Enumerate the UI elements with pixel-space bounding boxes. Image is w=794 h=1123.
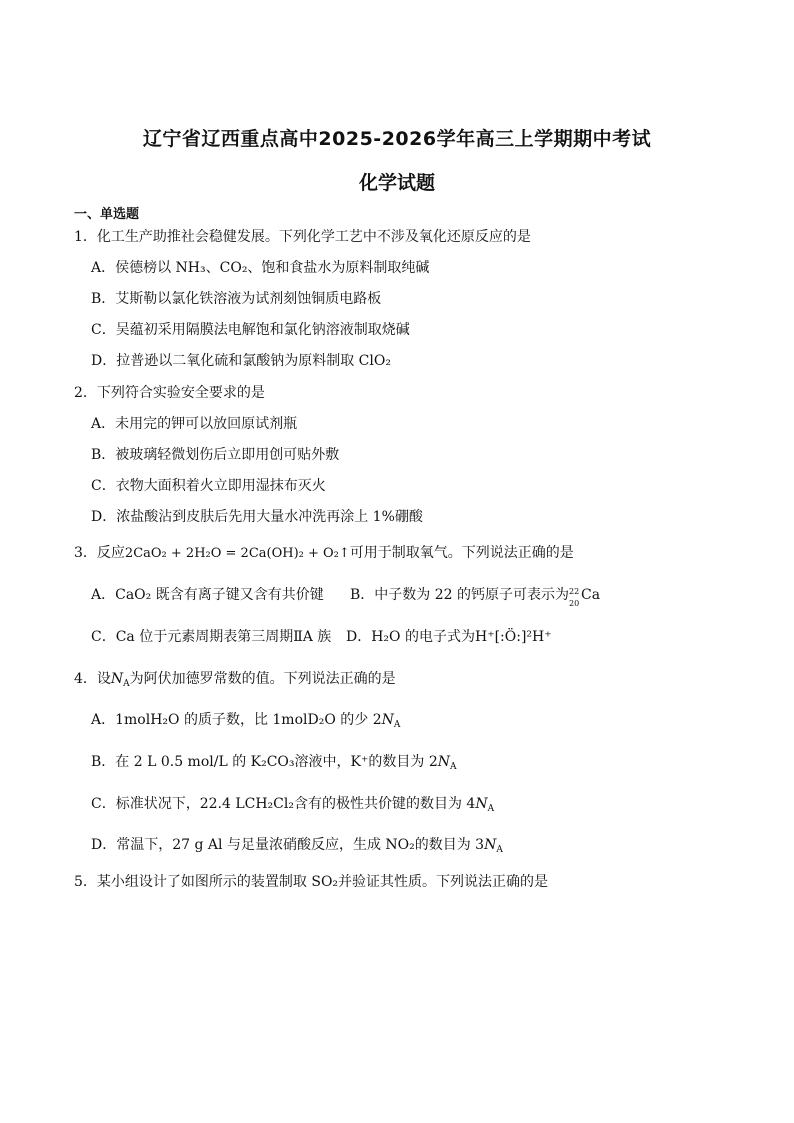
- section-heading: 一、单选题: [74, 207, 140, 222]
- question-2-option-a: A．未用完的钾可以放回原试剂瓶: [91, 416, 298, 432]
- question-3-option-c: C．Ca 位于元素周期表第三周期ⅡA 族: [91, 629, 332, 645]
- avogadro-symbol: N: [484, 837, 497, 853]
- question-4-option-c: [91, 795, 494, 818]
- question-4-stem-prefix: 4．设: [74, 671, 111, 687]
- question-4-option-c-text: C．标准状况下，22.4 LCH₂Cl₂含有的极性共价键的数目为 4: [91, 796, 476, 812]
- electron-formula: H⁺[:Ö:]²H⁺: [474, 629, 552, 645]
- question-4-option-b-text: B．在 2 L 0.5 mol/L 的 K₂CO₃溶液中，K⁺的数目为 2: [91, 754, 438, 770]
- question-4-option-a-text: A．1molH₂O 的质子数，比 1molD₂O 的少 2: [91, 712, 382, 728]
- question-1-option-c: C．吴蕴初采用隔膜法电解饱和氯化钠溶液制取烧碱: [91, 322, 410, 338]
- question-1-option-a: A．侯德榜以 NH₃、CO₂、饱和食盐水为原料制取纯碱: [91, 260, 430, 276]
- question-2-option-d: D．浓盐酸沾到皮肤后先用大量水冲洗再涂上 1%硼酸: [91, 509, 423, 525]
- question-5-stem: 5．某小组设计了如图所示的装置制取 SO₂并验证其性质。下列说法正确的是: [74, 874, 549, 890]
- avogadro-subscript: A: [449, 762, 457, 772]
- question-1-option-d: D．拉普逊以二氧化硫和氯酸钠为原料制取 ClO₂: [91, 353, 391, 369]
- atomic-number: 20: [569, 599, 580, 608]
- question-2-option-b: B．被玻璃轻微划伤后立即用创可贴外敷: [91, 447, 340, 463]
- avogadro-symbol: N: [437, 754, 450, 770]
- question-1-option-b: B．艾斯勒以氯化铁溶液为试剂刻蚀铜质电路板: [91, 291, 382, 307]
- question-3-stem: [74, 544, 574, 563]
- question-3-stem-prefix: 3．反应: [74, 545, 125, 561]
- question-4-option-a: [91, 711, 400, 734]
- exam-subtitle: 化学试题: [358, 172, 435, 194]
- avogadro-subscript: A: [393, 720, 401, 730]
- question-3-option-a: A．CaO₂ 既含有离子键又含有共价键: [91, 587, 324, 603]
- question-4-option-d-text: D．常温下，27 g Al 与足量浓硝酸反应，生成 NO₂的数目为 3: [91, 837, 485, 853]
- avogadro-subscript: A: [123, 679, 130, 689]
- avogadro-subscript: A: [487, 804, 495, 814]
- question-2-option-c: C．衣物大面积着火立即用湿抹布灭火: [91, 478, 326, 494]
- isotope-notation: [569, 587, 581, 608]
- question-2-stem: 2．下列符合实验安全要求的是: [74, 385, 265, 401]
- question-3-option-b-text: B．中子数为 22 的钙原子可表示为: [350, 587, 570, 603]
- avogadro-symbol: N: [381, 712, 394, 728]
- question-4-option-b: [91, 753, 456, 776]
- question-3-option-b: [350, 586, 601, 608]
- element-symbol: Ca: [581, 587, 601, 603]
- question-4-option-d: [91, 836, 503, 859]
- question-4-stem-suffix: 为阿伏加德罗常数的值。下列说法正确的是: [129, 671, 396, 687]
- question-3-equation: 2CaO₂ + 2H₂O = 2Ca(OH)₂ + O₂↑: [124, 546, 350, 561]
- avogadro-symbol: N: [475, 796, 488, 812]
- exam-title: 辽宁省辽西重点高中2025-2026学年高三上学期期中考试: [142, 128, 652, 150]
- question-3-option-d-text: D．H₂O 的电子式为: [346, 629, 475, 645]
- avogadro-symbol: N: [110, 671, 124, 687]
- question-3-option-d: [346, 628, 552, 646]
- question-1-stem: 1．化工生产助推社会稳健发展。下列化学工艺中不涉及氧化还原反应的是: [74, 229, 531, 245]
- mass-number: 22: [569, 587, 580, 596]
- question-3-stem-suffix: 可用于制取氧气。下列说法正确的是: [349, 545, 574, 561]
- avogadro-subscript: A: [496, 845, 503, 855]
- question-4-stem: [74, 670, 396, 693]
